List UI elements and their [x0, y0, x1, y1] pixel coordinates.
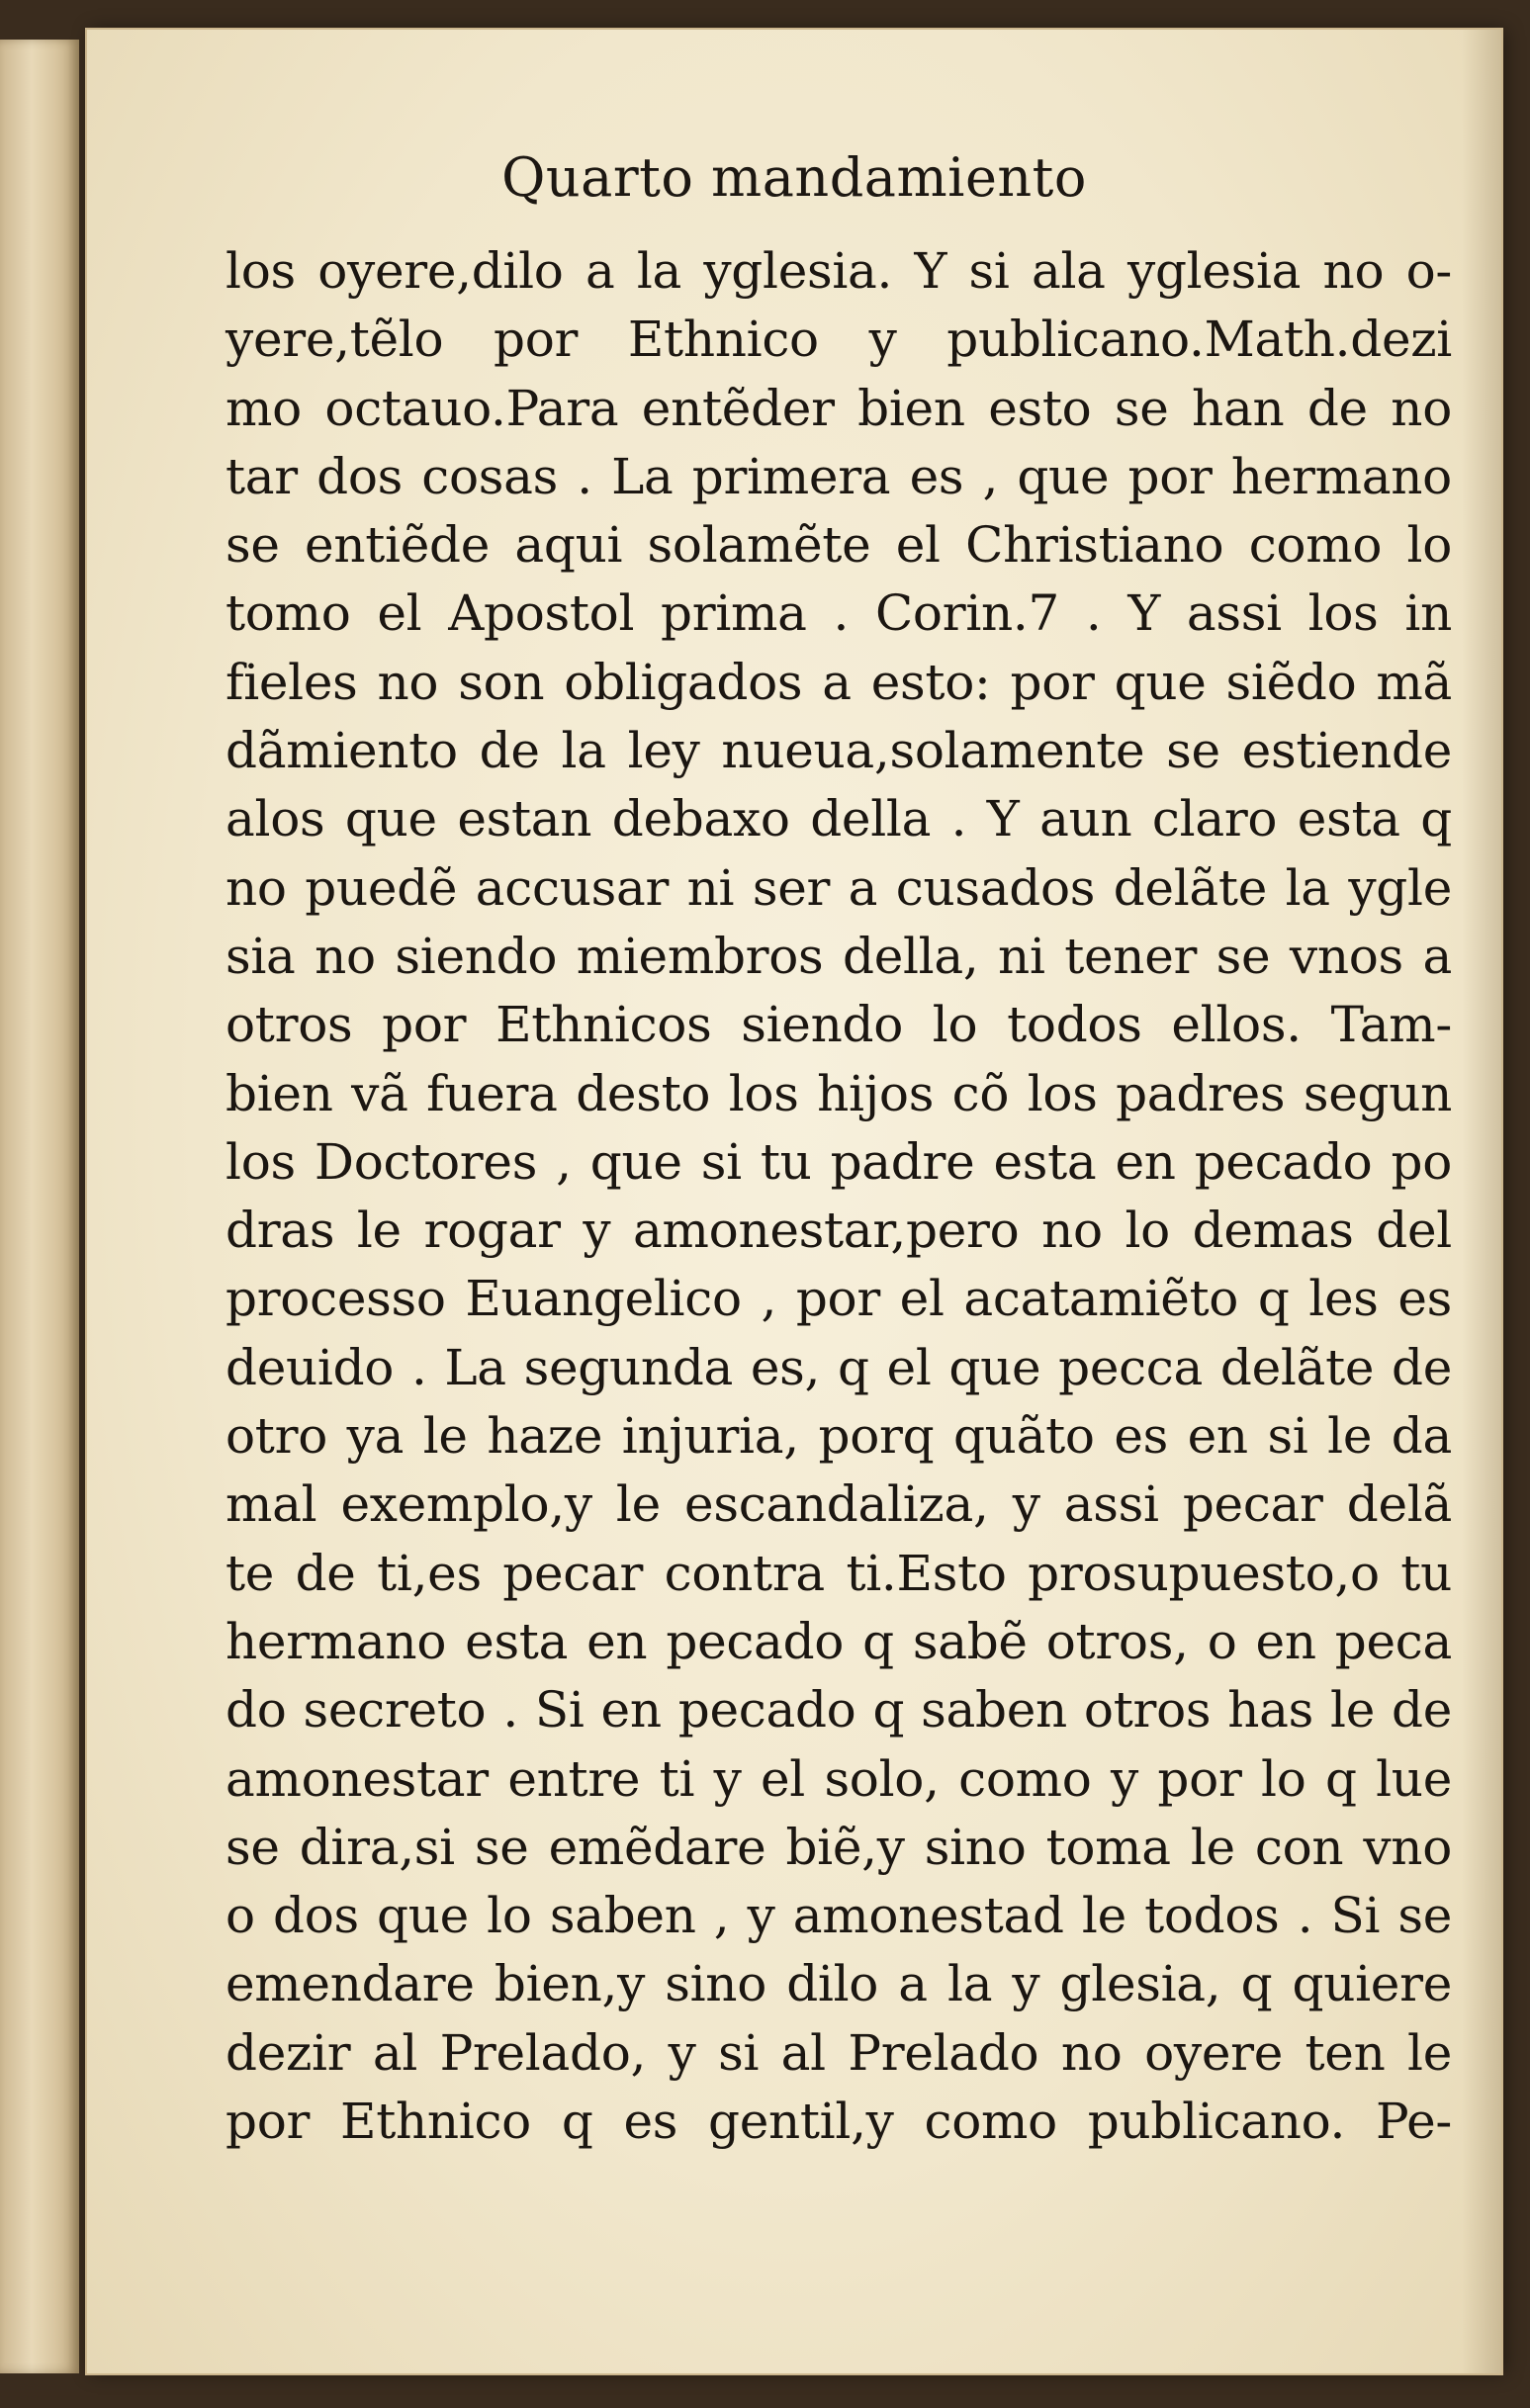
text-line: amonestar entre ti y el solo, como y por lo q lue	[225, 1749, 1452, 1808]
text-line: los Doctores , que si tu padre esta en pecado po	[225, 1132, 1452, 1191]
text-line: tar dos cosas . La primera es , que por hermano	[225, 447, 1452, 505]
text-line: se dira,si se emẽdare biẽ,y sino toma le con vno	[225, 1818, 1452, 1876]
text-line: mal exemplo,y le escandaliza, y assi pecar delã	[225, 1475, 1452, 1534]
text-line: emendare bien,y sino dilo a la y glesia, q quiere	[225, 1955, 1452, 2013]
text-line: hermano esta en pecado q sabẽ otros, o en peca	[225, 1612, 1452, 1670]
text-line: otro ya le haze injuria, porq quãto es en si le da	[225, 1407, 1452, 1466]
text-line: se entiẽde aqui solamẽte el Christiano como lo	[225, 516, 1452, 575]
text-line: dras le rogar y amonestar,pero no lo demas del	[225, 1202, 1452, 1260]
text-line: dãmiento de la ley nueua,solamente se estiende	[225, 722, 1452, 780]
running-head: Quarto mandamiento	[501, 146, 1087, 209]
text-line: processo Euangelico , por el acatamiẽto q les es	[225, 1270, 1452, 1328]
text-line: dezir al Prelado, y si al Prelado no oyere ten le	[225, 2023, 1452, 2082]
text-line: sia no siendo miembros della, ni tener se vnos a	[225, 927, 1452, 985]
text-line: alos que estan debaxo della . Y aun claro esta q	[225, 790, 1452, 848]
text-line: fieles no son obligados a esto: por que siẽdo mã	[225, 653, 1452, 711]
text-line: por Ethnico q es gentil,y como publicano. Pe-	[225, 2093, 1452, 2151]
text-line: yere,tẽlo por Ethnico y publicano.Math.dezi	[225, 311, 1452, 369]
text-line: mo octauo.Para entẽder bien esto se han de no	[225, 379, 1452, 437]
text-line: no puedẽ accusar ni ser a cusados delãte la ygle	[225, 858, 1452, 917]
text-line: te de ti,es pecar contra ti.Esto prosupuesto,o tu	[225, 1544, 1452, 1602]
text-line: los oyere,dilo a la yglesia. Y si ala yglesia no o-	[225, 242, 1452, 300]
book-page	[87, 30, 1501, 2373]
body-text	[225, 237, 1452, 2156]
text-line: bien vã fuera desto los hijos cõ los padres segun	[225, 1064, 1452, 1122]
text-line: otros por Ethnicos siendo lo todos ellos. Tam-	[225, 996, 1452, 1054]
text-line: o dos que lo saben , y amonestad le todos . Si se	[225, 1887, 1452, 1945]
text-line: do secreto . Si en pecado q saben otros has le de	[225, 1681, 1452, 1739]
book-page-edges	[0, 40, 79, 2373]
text-line: tomo el Apostol prima . Corin.7 . Y assi los in	[225, 584, 1452, 643]
text-line: deuido . La segunda es, q el que pecca delãte de	[225, 1338, 1452, 1396]
